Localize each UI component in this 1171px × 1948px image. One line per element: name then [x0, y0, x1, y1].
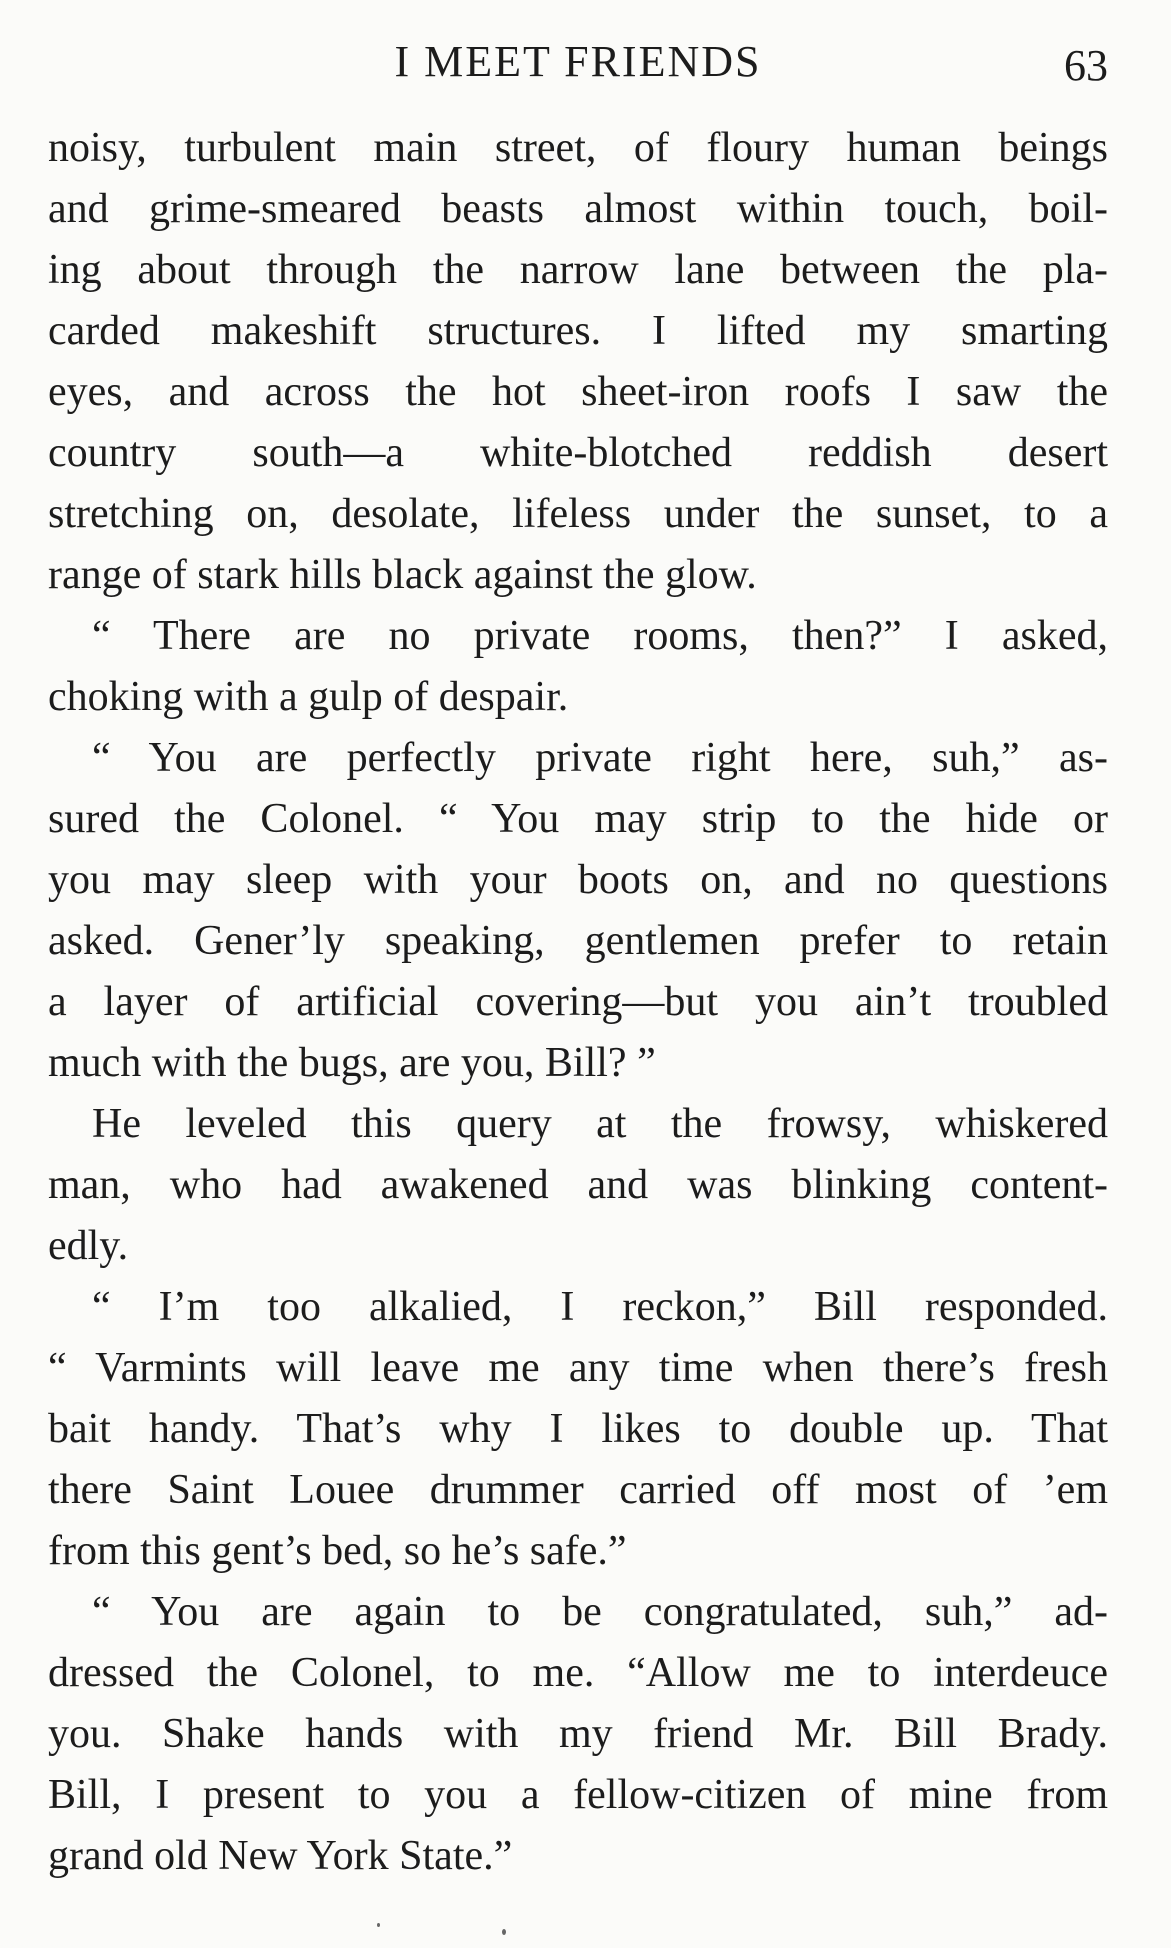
text-line: He leveled this query at the frowsy, whiskered [92, 1101, 1108, 1147]
text-line: man, who had awakened and was blinking content- [48, 1162, 1108, 1208]
text-line: “ You are perfectly private right here, suh,” as- [92, 735, 1108, 781]
text-line: there Saint Louee drummer carried off most of ’em [48, 1467, 1108, 1513]
body-text [48, 118, 1108, 1887]
text-line: bait handy. That’s why I likes to double up. That [48, 1406, 1108, 1452]
text-line: and grime-smeared beasts almost within touch, boil- [48, 186, 1108, 232]
print-speck [377, 1923, 380, 1927]
chapter-title: I MEET FRIENDS [394, 37, 762, 86]
text-line: you. Shake hands with my friend Mr. Bill Brady. [48, 1711, 1108, 1757]
running-head [48, 34, 1108, 90]
text-line: “ There are no private rooms, then?” I asked, [92, 613, 1108, 659]
text-line: noisy, turbulent main street, of floury human beings [48, 125, 1108, 171]
text-line: country south—a white-blotched reddish desert [48, 430, 1108, 476]
text-line: carded makeshift structures. I lifted my smarting [48, 308, 1108, 354]
text-line: range of stark hills black against the glow. [48, 552, 757, 598]
text-line: from this gent’s bed, so he’s safe.” [48, 1528, 627, 1574]
text-line: ing about through the narrow lane between the pla- [48, 247, 1108, 293]
text-line: “ I’m too alkalied, I reckon,” Bill responded. [92, 1284, 1108, 1330]
print-speck [502, 1929, 506, 1935]
text-line: you may sleep with your boots on, and no questions [48, 857, 1108, 903]
text-line: a layer of artificial covering—but you ain’t troubled [48, 979, 1108, 1025]
text-line: Bill, I present to you a fellow-citizen of mine from [48, 1772, 1108, 1818]
text-line: edly. [48, 1223, 129, 1269]
text-line: “ Varmints will leave me any time when there’s fresh [48, 1345, 1108, 1391]
text-line: sured the Colonel. “ You may strip to the hide or [48, 796, 1108, 842]
text-line: dressed the Colonel, to me. “Allow me to interdeuce [48, 1650, 1108, 1696]
text-line: stretching on, desolate, lifeless under the sunset, to a [48, 491, 1108, 537]
text-line: “ You are again to be congratulated, suh,” ad- [92, 1589, 1108, 1635]
text-line: much with the bugs, are you, Bill? ” [48, 1040, 656, 1086]
text-line: eyes, and across the hot sheet-iron roofs I saw the [48, 369, 1108, 415]
text-line: choking with a gulp of despair. [48, 674, 569, 720]
page-number: 63 [1064, 41, 1108, 90]
text-line: grand old New York State.” [48, 1833, 513, 1879]
text-line: asked. Gener’ly speaking, gentlemen prefer to retain [48, 918, 1108, 964]
